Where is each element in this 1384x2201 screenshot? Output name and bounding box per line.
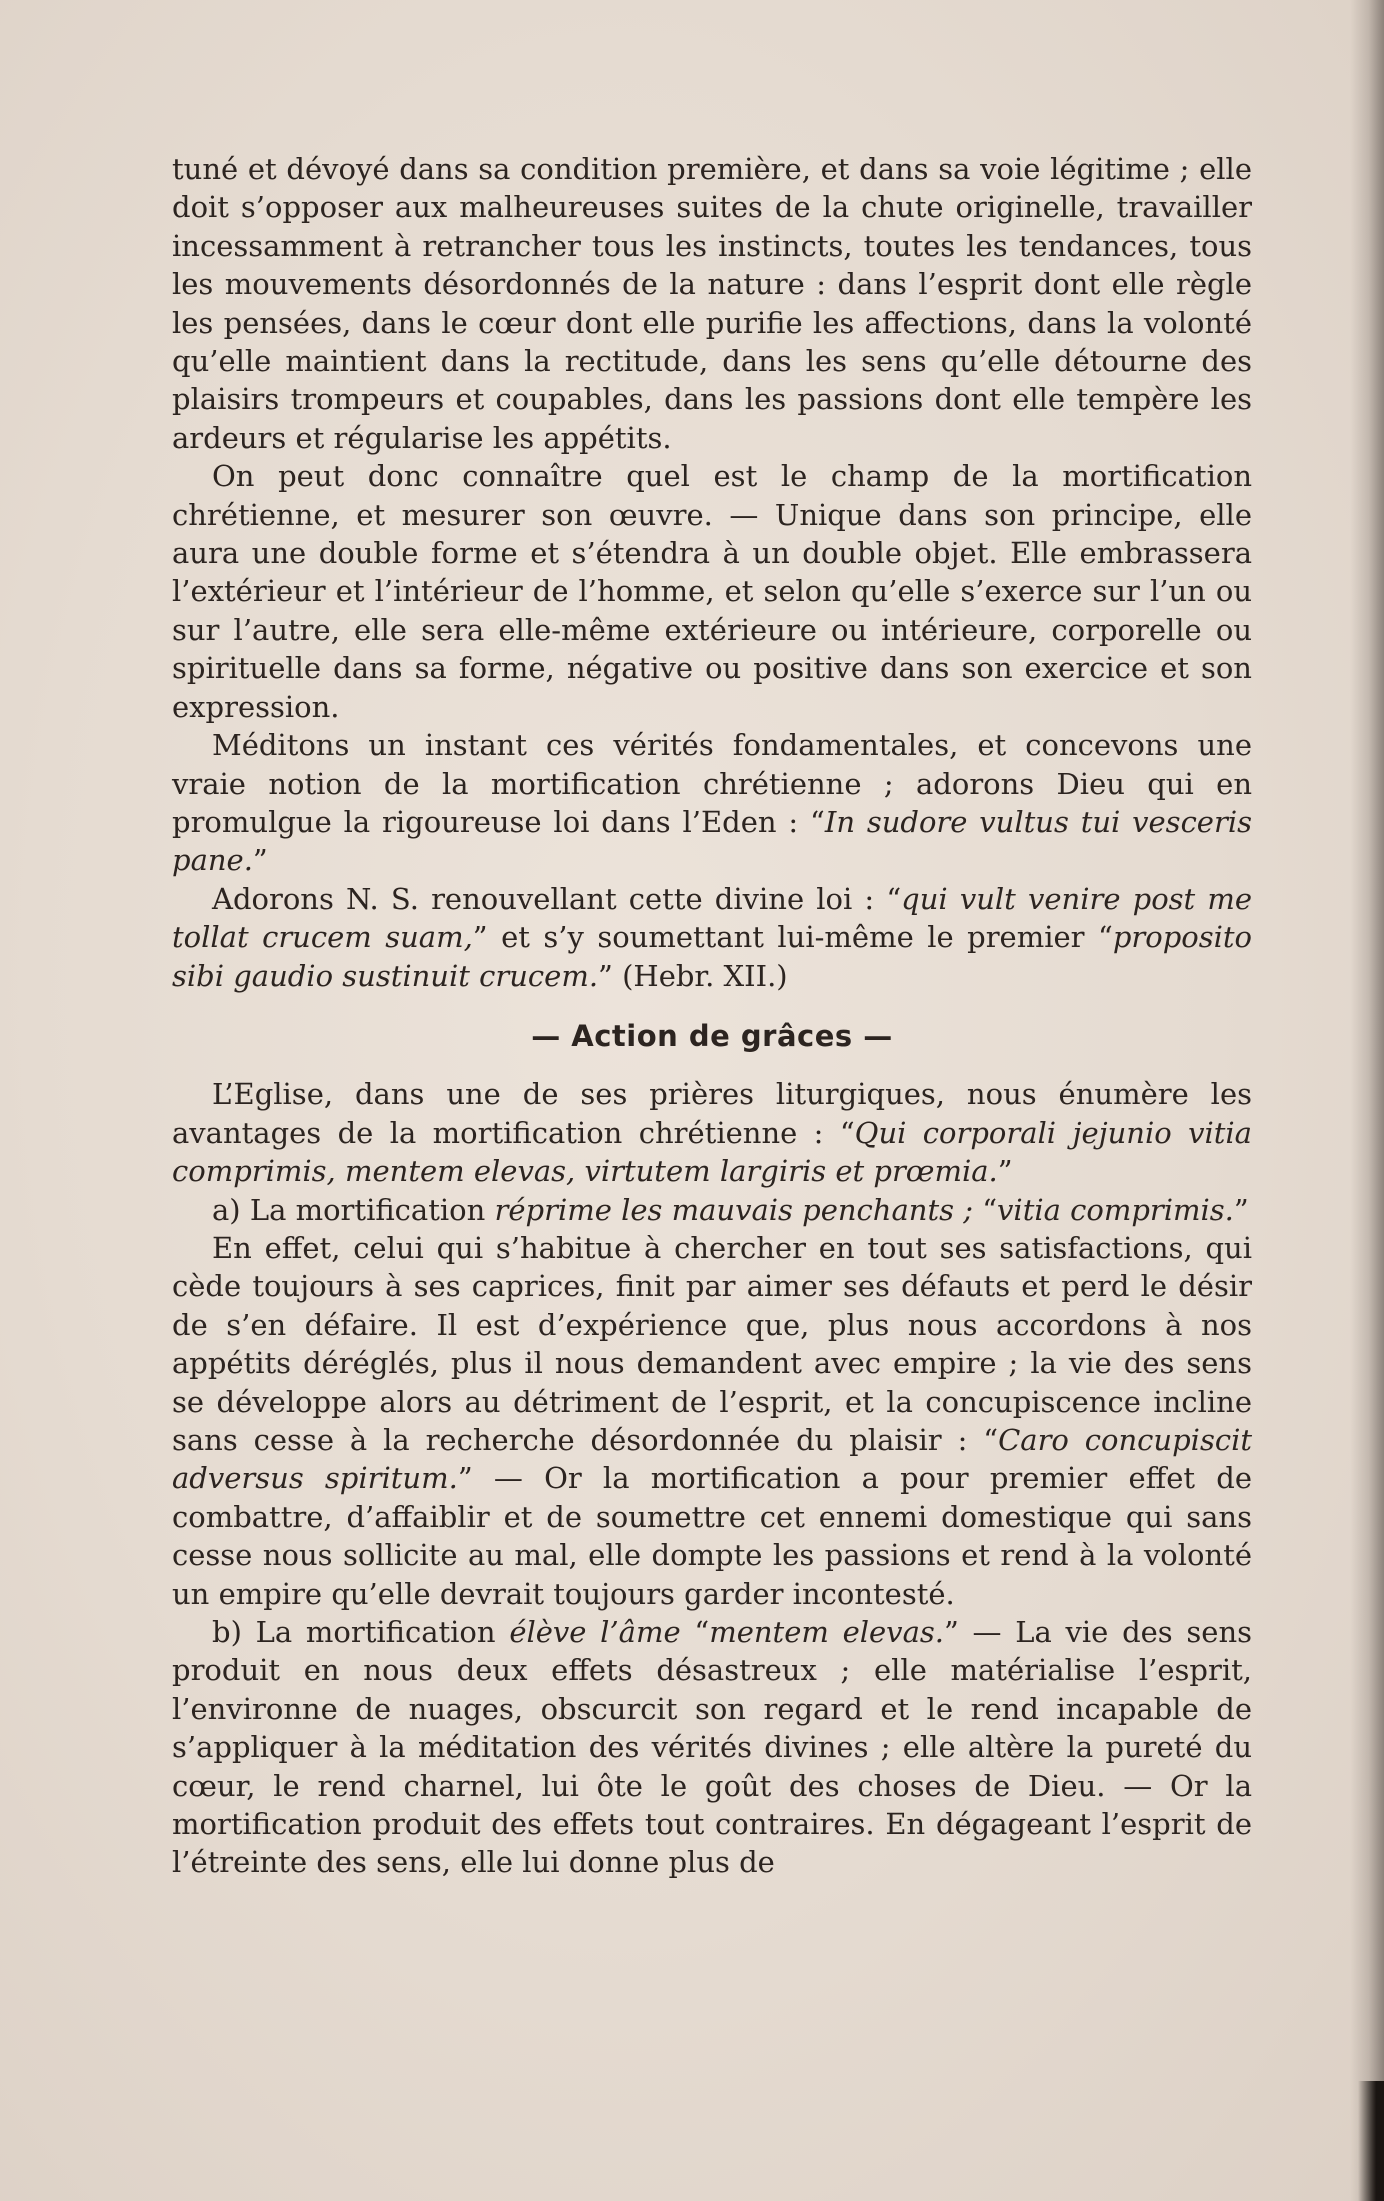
latin-quote-genesis: In sudore vultus tui vesceris pane. — [172, 804, 1252, 878]
latin-quote-hebrews: proposito sibi gaudio sustinuit crucem. — [172, 920, 1252, 993]
point-b-label: b) La mortification — [212, 1615, 510, 1650]
paragraph-5 — [172, 1075, 1252, 1190]
paragraph-4 — [172, 880, 1252, 995]
opening-quote: “ — [972, 1192, 998, 1227]
liturgical-quote: Qui corporali jejunio vitia comprimis, mentem elevas, virtutem largiris et prœmia. — [172, 1115, 1252, 1189]
page-edge-shadow — [1350, 0, 1384, 2201]
paragraph-5-text: L’Eglise, dans une de ses prières liturgiques, nous énumère les avantages de la mortification chrétienne : “ — [172, 1077, 1252, 1150]
paragraph-3-text: Méditons un instant ces vérités fondamentales, et concevons une vraie notion de la mortification chrétienne ; adorons Dieu qui en promulgue la rigoureuse loi dans l’Eden : “ — [172, 728, 1252, 839]
paragraph-7-text: En effet, celui qui s’habitue à chercher en tout ses satisfactions, qui cède toujours à ses caprices, finit par aimer ses défauts et perd le désir de s’en défaire. Il est d’expérience que, plus nous accordons à nos appétits déréglés, plus il nous demandent avec empire ; la vie des sens se développe alors au détriment de l’esprit, et la concupiscence incline sans cesse à la recherche désordonnée du plaisir : “ — [172, 1230, 1252, 1457]
paragraph-7-text-2: ” — Or la mortification a pour premier effet de combattre, d’affaiblir et de soumettre cet ennemi domestique qui sans cesse nous sollicite au mal, elle dompte les passions et rend à la volonté un empire qu’elle devrait toujours garder incontesté. — [172, 1461, 1252, 1611]
body-text — [172, 150, 1252, 1882]
opening-quote: “ — [680, 1615, 710, 1650]
paragraph-4-text-2: ” et s’y soumettant lui-même le premier “ — [472, 920, 1113, 955]
page-corner-shadow — [1358, 2081, 1384, 2201]
closing-quote: ” — [1233, 1192, 1249, 1227]
paragraph-8 — [172, 1613, 1252, 1882]
hebrews-reference: ” (Hebr. XII.) — [598, 958, 788, 993]
point-a-emphasis: réprime les mauvais penchants ; — [494, 1192, 973, 1227]
point-a-label: a) La mortification — [212, 1192, 495, 1227]
paragraph-6 — [172, 1191, 1252, 1229]
point-b-emphasis: élève l’âme — [509, 1615, 681, 1650]
latin-quote-gospel: qui vult venire post me tollat crucem suam, — [172, 881, 1252, 955]
section-heading: — Action de grâces — — [531, 1018, 893, 1053]
latin-quote-galatians: Caro concupiscit adversus spiritum. — [172, 1423, 1252, 1496]
paragraph-1: tuné et dévoyé dans sa condition première, et dans sa voie légitime ; elle doit s’opposer aux malheureuses suites de la chute originelle, travailler incessamment à retrancher tous les instincts, toutes les tendances, tous les mouvements désordonnés de la nature : dans l’esprit dont elle règle les pensées, dans le cœur dont elle purifie les affections, dans la volonté qu’elle maintient dans la rectitude, dans les sens qu’elle détourne des plaisirs trompeurs et coupables, dans les passions dont elle tempère les ardeurs et régularise les appétits. — [172, 152, 1252, 455]
paragraph-7 — [172, 1229, 1252, 1613]
closing-quote: ” — [252, 843, 268, 878]
paragraph-4-text: Adorons N. S. renouvellant cette divine loi : “ — [212, 881, 902, 916]
paragraph-2: On peut donc connaître quel est le champ de la mortification chrétienne, et mesurer son œuvre. — Unique dans son principe, elle aura une double forme et s’étendra à un double objet. Elle embrassera l’extérieur et l’intérieur de l’homme, et selon qu’elle s’exerce sur l’un ou sur l’autre, elle sera elle-même extérieure ou intérieure, corporelle ou spirituelle dans sa forme, négative ou positive dans son exercice et son expression. — [172, 459, 1252, 724]
point-a-latin: vitia comprimis. — [997, 1192, 1234, 1227]
point-b-latin: mentem elevas. — [709, 1615, 944, 1650]
paragraph-3 — [172, 726, 1252, 880]
paragraph-8-text: ” — La vie des sens produit en nous deux effets désastreux ; elle matérialise l’esprit, l’environne de nuages, obscurcit son regard et le rend incapable de s’appliquer à la méditation des vérités divines ; elle altère la pureté du cœur, le rend charnel, lui ôte le goût des choses de Dieu. — Or la mortification produit des effets tout contraires. En dégageant l’esprit de l’étreinte des sens, elle lui donne plus de — [172, 1615, 1253, 1880]
closing-quote: ” — [997, 1154, 1013, 1189]
